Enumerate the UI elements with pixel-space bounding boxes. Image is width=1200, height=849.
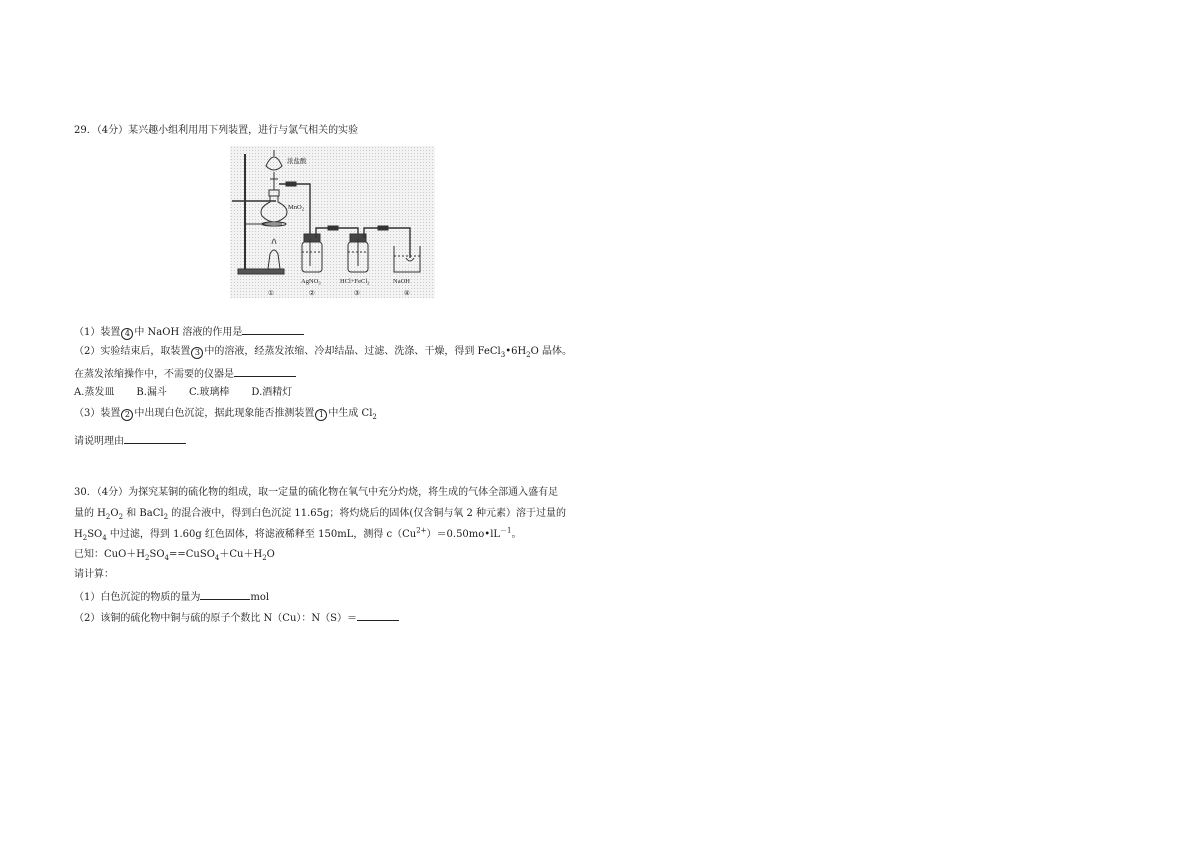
q30-line2: 量的 $H_2O_2$ 和 BaCl$_2$ 的混合液中，得到白色沉淀 11.65g；将灼烧后的固体(仅含铜与氧 2 种元素）溶于过量的 <box>74 508 567 521</box>
answer-blank[interactable] <box>242 324 304 335</box>
label-apparatus-1: ① <box>268 290 274 297</box>
answer-blank[interactable] <box>357 610 399 621</box>
circled-number: 3 <box>191 347 203 359</box>
q30-line5: 请计算： <box>74 569 114 580</box>
circled-number: 4 <box>121 328 133 340</box>
delivery-tube-1 <box>279 184 310 238</box>
q29-part1: （1）装置 4 中 NaOH 溶液的作用是 <box>74 324 304 340</box>
alcohol-lamp <box>268 250 280 269</box>
label-apparatus-3: ③ <box>354 290 360 297</box>
q30-line4: 已知：$CuO+H_2SO_4==CuSO_4+Cu+H_2O$ <box>74 549 275 562</box>
q30-part2: （2）该铜的硫化物中铜与硫的原子个数比 N（Cu）：N（S）＝ <box>74 610 399 626</box>
label-mno2: MnO$_2$ <box>288 204 304 212</box>
option-d: D.酒精灯 <box>251 387 293 398</box>
round-bottom-flask <box>261 196 287 222</box>
apparatus-diagram <box>230 146 435 298</box>
option-b: B.漏斗 <box>136 387 167 398</box>
option-c: C.玻璃棒 <box>188 387 230 398</box>
label-hcl-fecl2: HCl+FeCl$_2$ <box>340 278 370 286</box>
label-concentrated-hcl: 浓盐酸 <box>287 158 307 165</box>
q30-line1: 30．（4分）为探究某铜的硫化物的组成，取一定量的硫化物在氧气中充分灼烧，将生成的气体全部通入盛有足 <box>74 487 559 498</box>
label-apparatus-4: ④ <box>404 290 410 297</box>
q29-part3-line2: 请说明理由 <box>74 433 186 449</box>
q29-part3: （3）装置 2 中出现白色沉淀，据此现象能否推测装置 1 中生成 $Cl_2$ <box>74 408 377 421</box>
circled-number: 1 <box>315 409 327 421</box>
answer-blank[interactable] <box>234 366 296 377</box>
q30-line3: $H_2SO_4$ 中过滤，得到 1.60g 红色固体，将滤液稀释至 150mL，测得 $c(Cu^{2+})=0.50mo•lL^{-1}$。 <box>74 526 522 542</box>
label-apparatus-2: ② <box>309 290 315 297</box>
q30-part1: （1）白色沉淀的物质的量为 mol <box>74 589 269 605</box>
circled-number: 2 <box>121 409 133 421</box>
answer-blank[interactable] <box>124 433 186 444</box>
answer-blank[interactable] <box>200 589 250 600</box>
bottle-2 <box>302 242 322 272</box>
stand-base <box>238 269 284 274</box>
q29-part2: （2）实验结束后，取装置 3 中的溶液，经蒸发浓缩、冷却结晶、过滤、洗涤、干燥，得到 $FeCl_3•6H_2O$ 晶体。 <box>74 346 573 359</box>
separatory-funnel <box>266 157 282 170</box>
label-naoh: NaOH <box>393 278 410 285</box>
option-a: A.蒸发皿 <box>74 387 115 398</box>
q29-part2-line2: 在蒸发浓缩操作中，不需要的仪器是 <box>74 366 296 382</box>
label-agno3: AgNO$_3$ <box>301 278 321 286</box>
q29-heading: 29．（4分）某兴趣小组利用用下列装置，进行与氯气相关的实验 <box>74 125 359 136</box>
q29-options <box>74 386 314 400</box>
apparatus-figure <box>230 146 435 298</box>
